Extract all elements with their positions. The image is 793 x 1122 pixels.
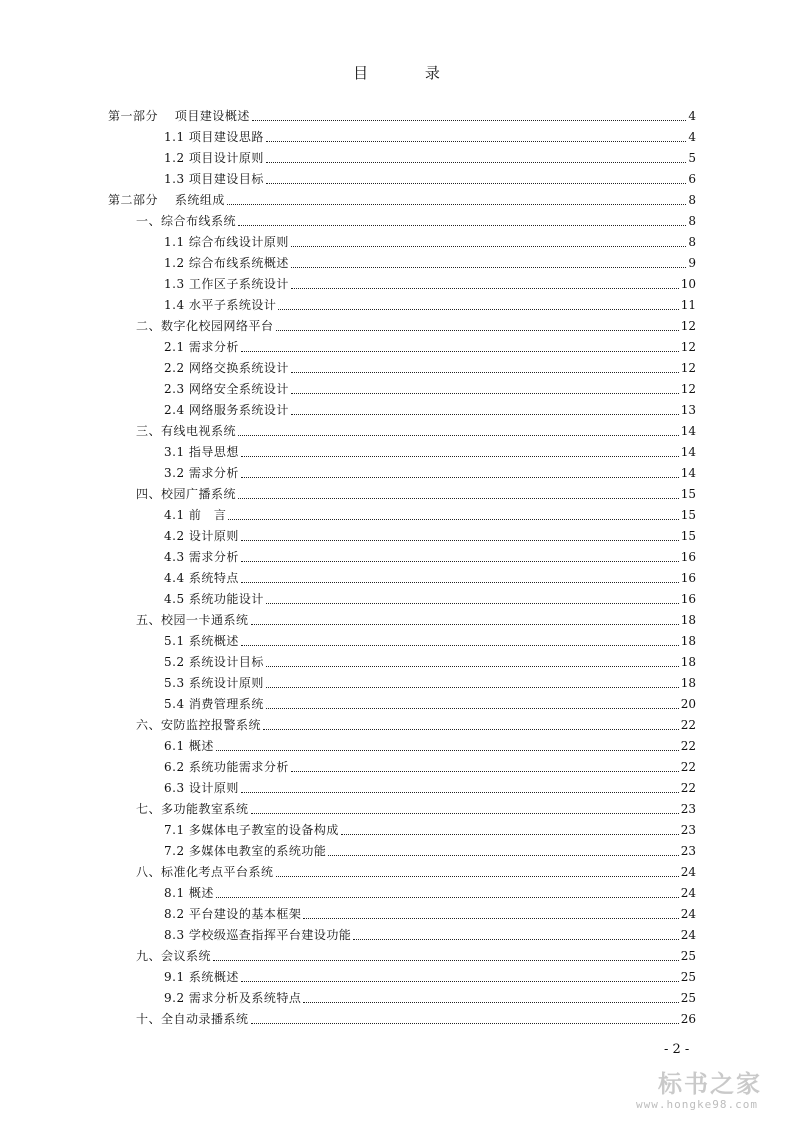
toc-entry-page: 15	[680, 487, 696, 501]
toc-entry-page: 24	[680, 865, 696, 879]
toc-leader-dots	[353, 939, 678, 940]
toc-entry[interactable]	[108, 463, 696, 484]
toc-entry-label: 4.4 系统特点	[164, 571, 239, 585]
toc-entry[interactable]	[108, 232, 696, 253]
toc-entry-page: 12	[680, 361, 696, 375]
toc-entry[interactable]	[108, 379, 696, 400]
toc-leader-dots	[291, 771, 679, 772]
toc-entry[interactable]	[108, 253, 696, 274]
toc-leader-dots	[291, 372, 679, 373]
toc-entry-label: 6.1 概述	[164, 739, 214, 753]
toc-entry[interactable]	[108, 211, 696, 232]
toc-leader-dots	[303, 1002, 678, 1003]
toc-entry-label: 1.3 项目建设目标	[164, 172, 264, 186]
toc-entry-label: 5.3 系统设计原则	[164, 676, 264, 690]
toc-entry[interactable]	[108, 757, 696, 778]
toc-entry-label: 8.2 平台建设的基本框架	[164, 907, 302, 921]
toc-entry-label: 4.3 需求分析	[164, 550, 239, 564]
toc-entry[interactable]	[108, 589, 696, 610]
toc-entry-page: 25	[680, 970, 696, 984]
toc-entry-label: 2.3 网络安全系统设计	[164, 382, 289, 396]
toc-entry[interactable]	[108, 568, 696, 589]
toc-leader-dots	[241, 582, 679, 583]
toc-entry-label: 六、安防监控报警系统	[136, 718, 262, 732]
toc-entry-page: 4	[688, 109, 696, 123]
watermark-logo	[628, 1064, 788, 1116]
toc-entry-page: 12	[680, 382, 696, 396]
toc-entry-label: 9.2 需求分析及系统特点	[164, 991, 302, 1005]
toc-entry-page: 22	[680, 760, 696, 774]
toc-leader-dots	[238, 225, 686, 226]
toc-entry[interactable]	[108, 295, 696, 316]
watermark-title: 标书之家	[658, 1070, 762, 1098]
toc-entry[interactable]	[108, 106, 696, 127]
toc-entry-label: 1.1 综合布线设计原则	[164, 235, 289, 249]
toc-entry[interactable]	[108, 358, 696, 379]
toc-leader-dots	[251, 1023, 679, 1024]
toc-leader-dots	[266, 183, 686, 184]
toc-entry[interactable]	[108, 841, 696, 862]
toc-entry-label: 4.1 前 言	[164, 508, 227, 522]
toc-leader-dots	[276, 876, 679, 877]
toc-leader-dots	[241, 981, 679, 982]
toc-entry-page: 24	[680, 907, 696, 921]
toc-entry-label: 8.3 学校级巡查指挥平台建设功能	[164, 928, 352, 942]
toc-leader-dots	[216, 897, 679, 898]
toc-leader-dots	[227, 204, 686, 205]
toc-entry-label: 三、有线电视系统	[136, 424, 237, 438]
toc-entry-page: 23	[680, 844, 696, 858]
toc-entry-label: 5.4 消费管理系统	[164, 697, 264, 711]
toc-entry[interactable]	[108, 904, 696, 925]
toc-entry[interactable]	[108, 148, 696, 169]
toc-entry[interactable]	[108, 274, 696, 295]
toc-entry-page: 18	[680, 634, 696, 648]
toc-entry-page: 23	[680, 823, 696, 837]
toc-entry-page: 15	[680, 508, 696, 522]
toc-entry[interactable]	[108, 883, 696, 904]
toc-leader-dots	[241, 477, 679, 478]
toc-entry-page: 8	[688, 235, 696, 249]
toc-entry-label: 8.1 概述	[164, 886, 214, 900]
toc-entry-page: 14	[680, 466, 696, 480]
toc-entry-page: 18	[680, 676, 696, 690]
toc-leader-dots	[341, 834, 679, 835]
toc-leader-dots	[241, 456, 679, 457]
toc-entry[interactable]	[108, 778, 696, 799]
toc-entry-page: 23	[680, 802, 696, 816]
toc-entry-page: 5	[688, 151, 696, 165]
toc-entry[interactable]	[108, 547, 696, 568]
toc-entry-label: 7.2 多媒体电教室的系统功能	[164, 844, 327, 858]
toc-entry-page: 8	[688, 214, 696, 228]
toc-entry-label: 2.1 需求分析	[164, 340, 239, 354]
toc-entry-page: 18	[680, 613, 696, 627]
toc-leader-dots	[238, 435, 679, 436]
toc-leader-dots	[241, 645, 679, 646]
toc-entry-page: 22	[680, 781, 696, 795]
toc-entry-label: 9.1 系统概述	[164, 970, 239, 984]
toc-entry-label: 2.4 网络服务系统设计	[164, 403, 289, 417]
toc-leader-dots	[291, 393, 679, 394]
toc-entry-page: 25	[680, 949, 696, 963]
toc-leader-dots	[291, 246, 686, 247]
toc-entry-label: 四、校园广播系统	[136, 487, 237, 501]
toc-entry-label: 第二部分 系统组成	[108, 193, 225, 207]
toc-entry-label: 七、多功能教室系统	[136, 802, 249, 816]
toc-entry-page: 18	[680, 655, 696, 669]
toc-entry-page: 20	[680, 697, 696, 711]
toc-leader-dots	[266, 162, 686, 163]
toc-entry-label: 5.2 系统设计目标	[164, 655, 264, 669]
toc-entry-page: 26	[680, 1012, 696, 1026]
toc-entry[interactable]	[108, 1009, 696, 1030]
toc-leader-dots	[241, 561, 679, 562]
toc-entry-page: 22	[680, 739, 696, 753]
toc-entry[interactable]	[108, 631, 696, 652]
table-of-contents	[108, 106, 696, 1030]
toc-leader-dots	[266, 687, 679, 688]
toc-entry-label: 4.2 设计原则	[164, 529, 239, 543]
toc-entry-page: 14	[680, 445, 696, 459]
toc-entry[interactable]	[108, 526, 696, 547]
toc-leader-dots	[266, 666, 679, 667]
toc-leader-dots	[278, 309, 678, 310]
toc-entry[interactable]	[108, 316, 696, 337]
toc-entry-label: 6.2 系统功能需求分析	[164, 760, 289, 774]
toc-entry[interactable]	[108, 715, 696, 736]
toc-entry[interactable]	[108, 694, 696, 715]
toc-entry[interactable]	[108, 127, 696, 148]
toc-entry[interactable]	[108, 862, 696, 883]
toc-entry[interactable]	[108, 169, 696, 190]
toc-leader-dots	[266, 603, 679, 604]
toc-entry-label: 第一部分 项目建设概述	[108, 109, 250, 123]
toc-entry[interactable]	[108, 484, 696, 505]
toc-entry-page: 25	[680, 991, 696, 1005]
toc-entry-page: 13	[680, 403, 696, 417]
toc-entry[interactable]	[108, 505, 696, 526]
toc-entry-label: 一、综合布线系统	[136, 214, 237, 228]
toc-leader-dots	[213, 960, 679, 961]
toc-entry-label: 1.4 水平子系统设计	[164, 298, 277, 312]
watermark-url: www.hongke98.com	[636, 1098, 758, 1111]
toc-entry[interactable]	[108, 610, 696, 631]
page-title: 目 录	[353, 64, 466, 82]
toc-entry-page: 11	[680, 298, 696, 312]
toc-entry[interactable]	[108, 799, 696, 820]
toc-entry[interactable]	[108, 421, 696, 442]
toc-entry-page: 14	[680, 424, 696, 438]
toc-entry-label: 1.1 项目建设思路	[164, 130, 264, 144]
toc-entry-label: 3.2 需求分析	[164, 466, 239, 480]
toc-entry-label: 5.1 系统概述	[164, 634, 239, 648]
toc-entry-label: 二、数字化校园网络平台	[136, 319, 274, 333]
toc-entry[interactable]	[108, 673, 696, 694]
toc-leader-dots	[328, 855, 678, 856]
toc-entry-page: 16	[680, 550, 696, 564]
toc-entry[interactable]	[108, 190, 696, 211]
toc-entry-label: 3.1 指导思想	[164, 445, 239, 459]
toc-entry-label: 1.2 项目设计原则	[164, 151, 264, 165]
toc-leader-dots	[291, 414, 679, 415]
toc-entry[interactable]	[108, 736, 696, 757]
toc-entry-page: 15	[680, 529, 696, 543]
toc-leader-dots	[251, 624, 679, 625]
toc-entry[interactable]	[108, 400, 696, 421]
toc-entry-page: 9	[688, 256, 696, 270]
toc-entry-page: 22	[680, 718, 696, 732]
toc-entry-page: 16	[680, 592, 696, 606]
toc-entry-page: 12	[680, 340, 696, 354]
toc-leader-dots	[241, 540, 679, 541]
toc-entry-page: 24	[680, 886, 696, 900]
toc-entry-label: 6.3 设计原则	[164, 781, 239, 795]
toc-leader-dots	[291, 267, 686, 268]
toc-leader-dots	[276, 330, 679, 331]
toc-entry[interactable]	[108, 967, 696, 988]
toc-entry-label: 八、标准化考点平台系统	[136, 865, 274, 879]
toc-leader-dots	[252, 120, 686, 121]
toc-leader-dots	[303, 918, 678, 919]
toc-entry-label: 7.1 多媒体电子教室的设备构成	[164, 823, 339, 837]
toc-entry-label: 十、全自动录播系统	[136, 1012, 249, 1026]
toc-entry-page: 12	[680, 319, 696, 333]
toc-entry-label: 4.5 系统功能设计	[164, 592, 264, 606]
toc-leader-dots	[228, 519, 678, 520]
page-number: - 2 -	[664, 1042, 690, 1057]
toc-entry[interactable]	[108, 337, 696, 358]
toc-entry-page: 6	[688, 172, 696, 186]
toc-entry-label: 1.3 工作区子系统设计	[164, 277, 289, 291]
toc-leader-dots	[241, 351, 679, 352]
toc-leader-dots	[216, 750, 679, 751]
toc-entry-page: 10	[680, 277, 696, 291]
toc-leader-dots	[266, 708, 679, 709]
toc-leader-dots	[238, 498, 679, 499]
toc-entry[interactable]	[108, 925, 696, 946]
toc-entry-page: 24	[680, 928, 696, 942]
toc-entry[interactable]	[108, 652, 696, 673]
toc-entry-label: 五、校园一卡通系统	[136, 613, 249, 627]
toc-entry[interactable]	[108, 442, 696, 463]
toc-entry[interactable]	[108, 946, 696, 967]
toc-entry-page: 4	[688, 130, 696, 144]
toc-entry[interactable]	[108, 820, 696, 841]
toc-entry[interactable]	[108, 988, 696, 1009]
toc-entry-label: 1.2 综合布线系统概述	[164, 256, 289, 270]
toc-leader-dots	[266, 141, 686, 142]
toc-entry-page: 16	[680, 571, 696, 585]
toc-leader-dots	[263, 729, 679, 730]
toc-leader-dots	[251, 813, 679, 814]
toc-entry-label: 2.2 网络交换系统设计	[164, 361, 289, 375]
toc-entry-page: 8	[688, 193, 696, 207]
toc-leader-dots	[241, 792, 679, 793]
toc-leader-dots	[291, 288, 679, 289]
toc-entry-label: 九、会议系统	[136, 949, 212, 963]
